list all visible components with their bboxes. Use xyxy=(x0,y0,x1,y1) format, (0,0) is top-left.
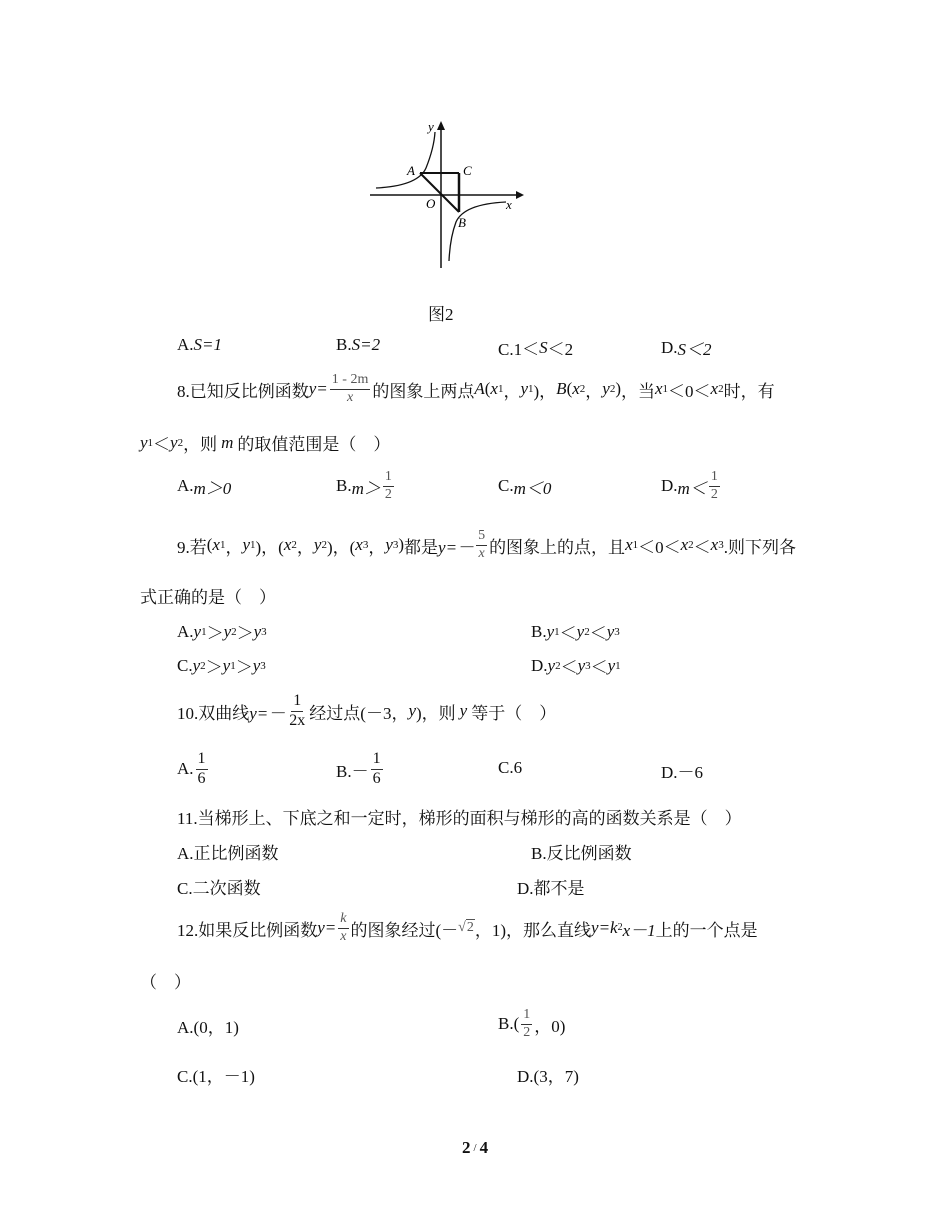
q11-option-a[interactable]: A.正比例函数 xyxy=(177,844,279,863)
figure-caption: 图2 xyxy=(428,305,454,324)
q7-option-c[interactable]: C.1＜ S ＜2 xyxy=(498,337,574,359)
q11-option-d[interactable]: D.都不是 xyxy=(517,879,585,898)
label-y: y xyxy=(428,119,434,134)
q12-option-a[interactable]: A.(0，1) xyxy=(177,1018,239,1037)
q8-option-d[interactable]: D. m＜ $\frac{1}{2}$ xyxy=(661,468,718,502)
label-c: C xyxy=(463,163,472,178)
q9-stem-line2: 式正确的是（ ） xyxy=(140,588,276,607)
q7-option-b[interactable]: B. S=2 xyxy=(336,335,381,354)
q10-stem: 10.双曲线 y=－ $\frac{1}{2x}$ 经过点(－3， y )，则 y 等于（ ） xyxy=(177,691,557,729)
q12-option-b[interactable]: B.( $\frac{1}{2}$ ，0) xyxy=(498,1006,566,1040)
q8-option-b[interactable]: B. m＞ $\frac{1}{2}$ xyxy=(336,468,392,502)
q9-option-b[interactable]: B. y 1 ＜ y 2 ＜ y 3 xyxy=(531,621,620,643)
q9-option-d[interactable]: D. y 2 ＜ y 3 ＜ y 1 xyxy=(531,655,621,677)
q8-option-c[interactable]: C. m＜0 xyxy=(498,476,552,498)
x-axis-arrow xyxy=(516,191,524,199)
sqrt-symbol: √2 xyxy=(458,920,474,935)
q9-option-a[interactable]: A. y 1 ＞ y 2 ＞ y 3 xyxy=(177,621,267,643)
q11-option-b[interactable]: B.反比例函数 xyxy=(531,844,632,863)
page-number: 2 / 4 xyxy=(462,1138,489,1157)
q7-option-a[interactable]: A. S=1 xyxy=(177,335,223,354)
label-o: O xyxy=(426,196,436,211)
q10-option-d[interactable]: D.－6 xyxy=(661,763,704,782)
q11-option-c[interactable]: C.二次函数 xyxy=(177,879,261,898)
q7-option-d[interactable]: D. S＜2 xyxy=(661,337,712,359)
coordinate-figure xyxy=(368,118,528,273)
q8-stem-line2: y 1 ＜ y 2 ，则 m 的取值范围是（ ） xyxy=(140,432,391,454)
q12-stem: 12.如果反比例函数 y= $\frac{k}{x}$ 的图象经过(－ √2 ，1)，那么直线 y=k 2 x－1 上的一个点是 xyxy=(177,910,758,944)
y-axis-arrow xyxy=(437,121,445,130)
q8-stem: 8.已知反比例函数 y= $\frac{1 - 2m}{x}$ 的图象上两点 A ( x 1 ， y 1 )， B ( x 2 ， y 2 ) ，当 x 1 ＜0＜ x 2 时，有 xyxy=(177,371,775,405)
q12-option-c[interactable]: C.(1，－1) xyxy=(177,1067,255,1086)
q10-option-c[interactable]: C.6 xyxy=(498,758,523,777)
label-x: x xyxy=(506,197,512,212)
label-a: A xyxy=(407,163,415,178)
q10-option-b[interactable]: B.－ $\frac{1}{6}$ xyxy=(336,749,381,787)
q12-stem-line2: （ ） xyxy=(140,973,191,992)
q9-option-c[interactable]: C. y 2 ＞ y 1 ＞ y 3 xyxy=(177,655,266,677)
q10-option-a[interactable]: A. $\frac{1}{6}$ xyxy=(177,749,206,787)
q8-option-a[interactable]: A. m＞0 xyxy=(177,476,232,498)
label-b: B xyxy=(458,215,466,230)
q11-stem: 11.当梯形上、下底之和一定时，梯形的面积与梯形的高的函数关系是（ ） xyxy=(177,809,742,828)
q9-stem: 9.若 ( x 1 ， y 1 )，( x 2 ， y 2 )，( x 3 ， y 3 ) 都是 y=－ $\frac{5}{x}$ 的图象上的点，且 x 1 ＜0＜ x 2 ＜ x 3 .则下列各 xyxy=(177,527,796,561)
q12-option-d[interactable]: D.(3，7) xyxy=(517,1067,579,1086)
